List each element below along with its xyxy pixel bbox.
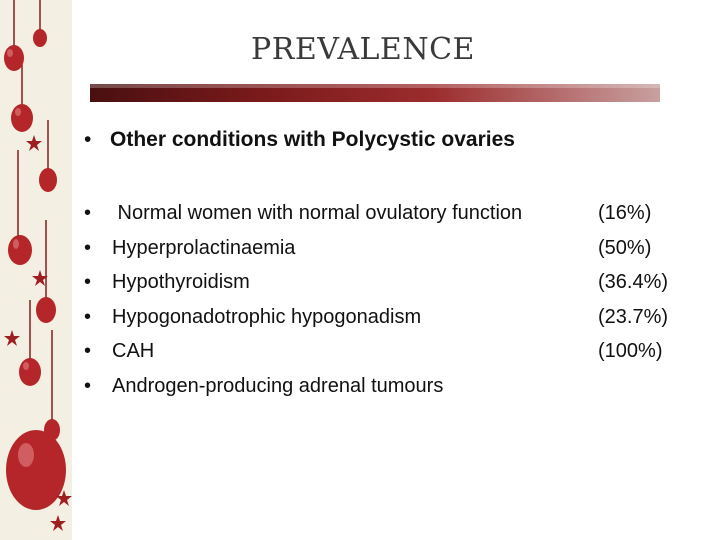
prevalence-value: (36.4%) [598,271,669,294]
bullet-icon: • [84,305,92,328]
prevalence-value: (50%) [598,236,652,259]
christmas-ornaments-icon [0,0,72,540]
list-item [84,336,684,371]
bullet-icon: • [84,202,92,224]
list-item [84,371,684,406]
condition-label: CAH [112,340,155,363]
slide-title: PREVALENCE [251,32,475,67]
decorative-left-panel [0,0,72,540]
condition-label: Hypothyroidism [112,271,250,294]
list-item [84,302,684,337]
bullet-icon: • [84,236,92,259]
title-underline-highlight [90,84,660,88]
bullet-icon: • [84,340,92,363]
list-item [84,198,684,233]
heading-text: Other conditions with Polycystic ovaries [110,128,515,151]
bullet-icon: • [84,128,92,151]
bullet-icon: • [84,374,92,397]
list-item [84,233,684,268]
heading-bullet-item [84,128,515,152]
condition-list [84,198,684,406]
condition-label: Normal women with normal ovulatory function [112,202,523,224]
prevalence-value: (100%) [598,340,663,363]
bullet-icon: • [84,271,92,294]
condition-label: Hyperprolactinaemia [112,236,296,259]
condition-label: Hypogonadotrophic hypogonadism [112,305,422,328]
prevalence-value: (16%) [598,202,652,224]
condition-label: Androgen-producing adrenal tumours [112,374,444,397]
prevalence-value: (23.7%) [598,305,669,328]
list-item [84,267,684,302]
